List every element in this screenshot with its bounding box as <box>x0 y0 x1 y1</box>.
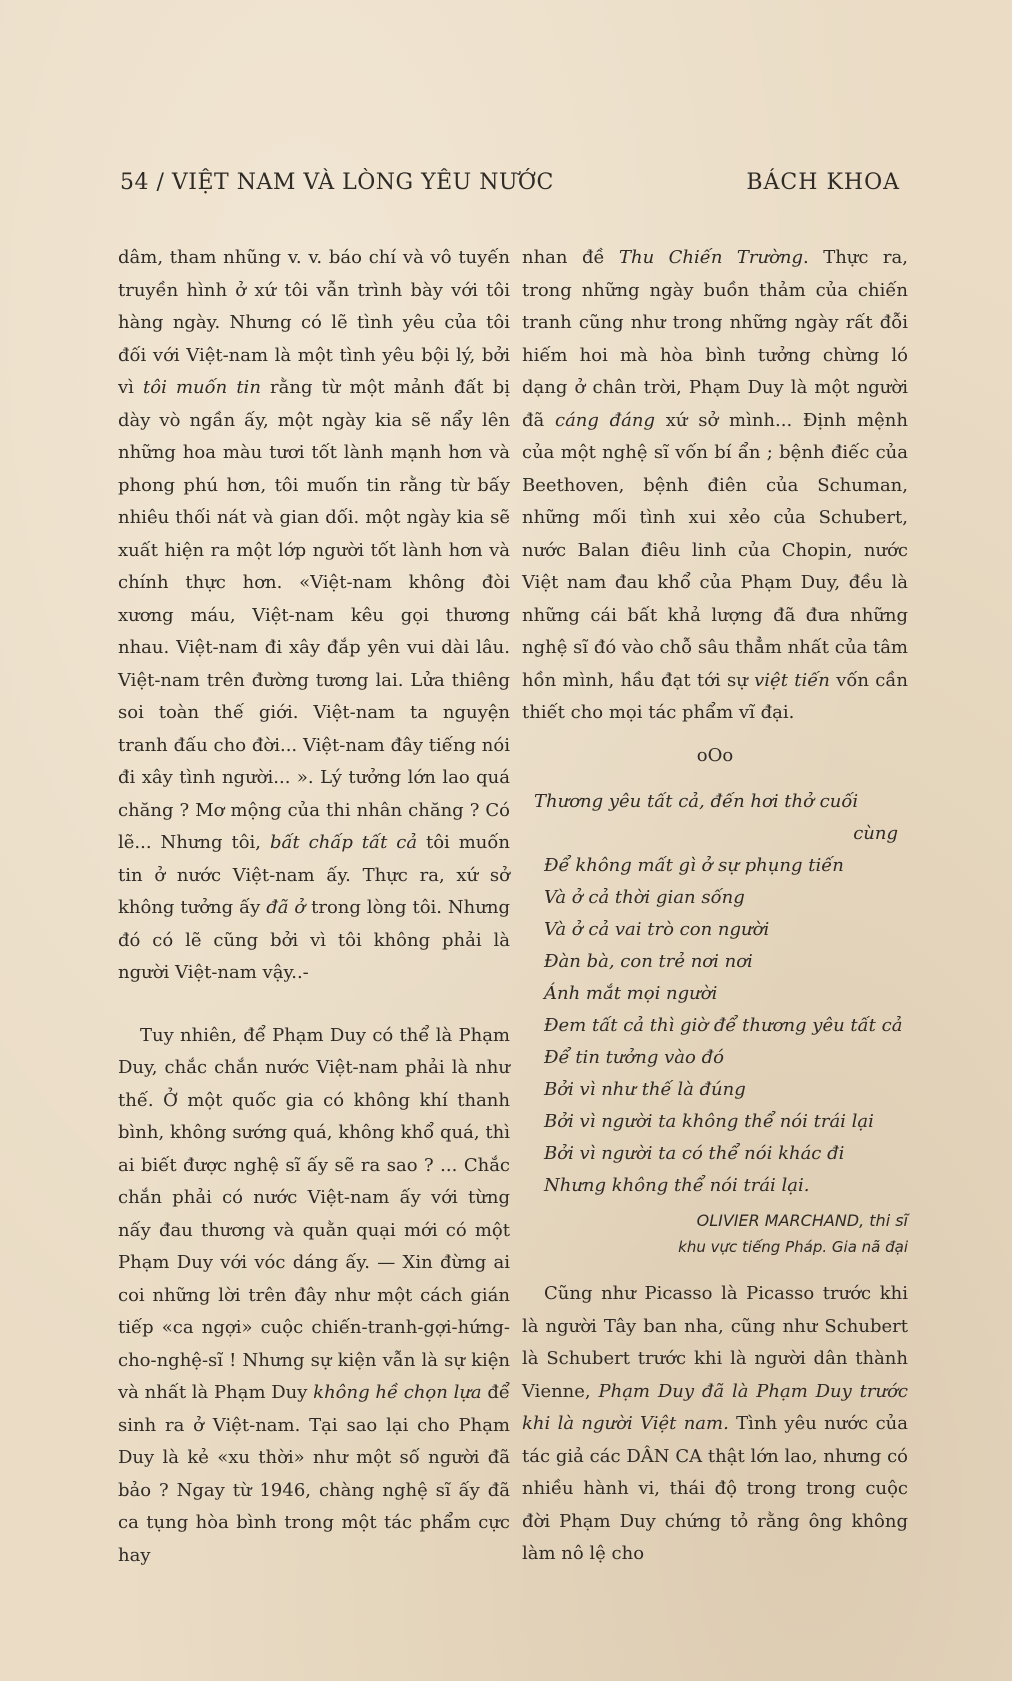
attribution-author: OLIVIER MARCHAND, thi sĩ <box>696 1211 908 1230</box>
left-paragraph-2: Tuy nhiên, để Phạm Duy có thể là Phạm Duy, chắc chắn nước Việt-nam phải là như thế. Ở một quốc gia có không khí thanh bình, không sướng quá, không khổ quá, thì ai biết được nghệ sĩ ấy sẽ ra sao ? ... Chắc chắn phải có nước Việt-nam ấy với từng nấy đau thương và quằn quại mới có một Phạm Duy với vóc dáng ấy. — Xin đừng ai coi những lời trên đây như một cách gián tiếp «ca ngợi» cuộc chiến-tranh-gợi-hứng-cho-nghệ-sĩ ! Nhưng sự kiện vẫn là sự kiện và nhất là Phạm Duy không hề chọn lựa để sinh ra ở Việt-nam. Tại sao lại cho Phạm Duy là kẻ «xu thời» như một số người đã bảo ? Ngay từ 1946, chàng nghệ sĩ ấy đã ca tụng hòa bình trong một tác phẩm cực hay <box>118 1024 510 1566</box>
section-separator: oOo <box>696 744 734 766</box>
right-column <box>522 242 908 1571</box>
page-header <box>120 170 900 210</box>
left-column <box>118 242 510 1572</box>
poem-line: cùng <box>853 823 898 844</box>
poem-line: Để không mất gì ở sự phụng tiến <box>544 855 844 876</box>
poem-line: Bởi vì người ta có thể nói khác đi <box>544 1143 845 1164</box>
header-page-title: 54 / VIỆT NAM VÀ LÒNG YÊU NƯỚC <box>120 170 554 195</box>
header-magazine-name: BÁCH KHOA <box>746 170 900 195</box>
attribution-region: khu vực tiếng Pháp. Gia nã đại <box>678 1238 908 1256</box>
right-paragraph-1: nhan đề Thu Chiến Trường. Thực ra, trong những ngày buồn thảm của chiến tranh cũng như trong những ngày rất đỗi hiếm hoi mà hòa bình tưởng chừng ló dạng ở chân trời, Phạm Duy là một người đã cáng đáng xứ sở mình... Định mệnh của một nghệ sĩ vốn bí ẩn ; bệnh điếc của Beethoven, bệnh điên của Schuman, những mối tình xui xẻo của Schubert, nước Balan điêu linh của Chopin, nước Việt nam đau khổ của Phạm Duy, đều là những cái bất khả lượng đã đưa những nghệ sĩ đó vào chỗ sâu thẳm nhất của tâm hồn mình, hầu đạt tới sự việt tiến vốn cần thiết cho mọi tác phẩm vĩ đại. <box>522 247 908 723</box>
poem-line: Nhưng không thể nói trái lại. <box>544 1175 810 1196</box>
poem-line: Thương yêu tất cả, đến hơi thở cuối <box>534 791 859 812</box>
poem-attribution <box>522 1208 908 1260</box>
left-paragraph-1: dâm, tham nhũng v. v. báo chí và vô tuyến truyền hình ở xứ tôi vẫn trình bày với tôi hàng ngày. Nhưng có lẽ tình yêu của tôi đối với Việt-nam là một tình yêu bội lý, bởi vì tôi muốn tin rằng từ một mảnh đất bị dày vò ngần ấy, một ngày kia sẽ nẩy lên những hoa màu tươi tốt lành mạnh hơn và phong phú hơn, tôi muốn tin rằng từ bấy nhiêu thối nát và gian dối. một ngày kia sẽ xuất hiện ra một lớp người tốt lành hơn và chính thực hơn. «Việt-nam không đòi xương máu, Việt-nam kêu gọi thương nhau. Việt-nam đi xây đắp yên vui dài lâu. Việt-nam trên đường tương lai. Lửa thiêng soi toàn thế giới. Việt-nam ta nguyện tranh đấu cho đời... Việt-nam đây tiếng nói đi xây tình người... ». Lý tưởng lớn lao quá chăng ? Mơ mộng của thi nhân chăng ? Có lẽ... Nhưng tôi, bất chấp tất cả tôi muốn tin ở nước Việt-nam ấy. Thực ra, xứ sở không tưởng ấy đã ở trong lòng tôi. Nhưng đó có lẽ cũng bởi vì tôi không phải là người Việt-nam vậy..- <box>118 247 511 983</box>
poem-line: Và ở cả vai trò con người <box>544 919 770 940</box>
poem <box>534 786 908 1202</box>
poem-line: Đem tất cả thì giờ để thương yêu tất cả <box>544 1015 903 1036</box>
poem-line: Bởi vì người ta không thể nói trái lại <box>544 1111 874 1132</box>
poem-line: Ánh mắt mọi người <box>544 983 718 1004</box>
right-paragraph-2: Cũng như Picasso là Picasso trước khi là người Tây ban nha, cũng như Schubert là Schubert trước khi là người dân thành Vienne, Phạm Duy đã là Phạm Duy trước khi là người Việt nam. Tình yêu nước của tác giả các DÂN CA thật lớn lao, nhưng có nhiều hành vi, thái độ trong trong cuộc đời Phạm Duy chứng tỏ rằng ông không làm nô lệ cho <box>522 1283 908 1564</box>
poem-line: Bởi vì như thế là đúng <box>544 1079 746 1100</box>
poem-line: Để tin tưởng vào đó <box>544 1047 724 1068</box>
poem-line: Và ở cả thời gian sống <box>544 887 745 908</box>
poem-line: Đàn bà, con trẻ nơi nơi <box>544 951 753 972</box>
